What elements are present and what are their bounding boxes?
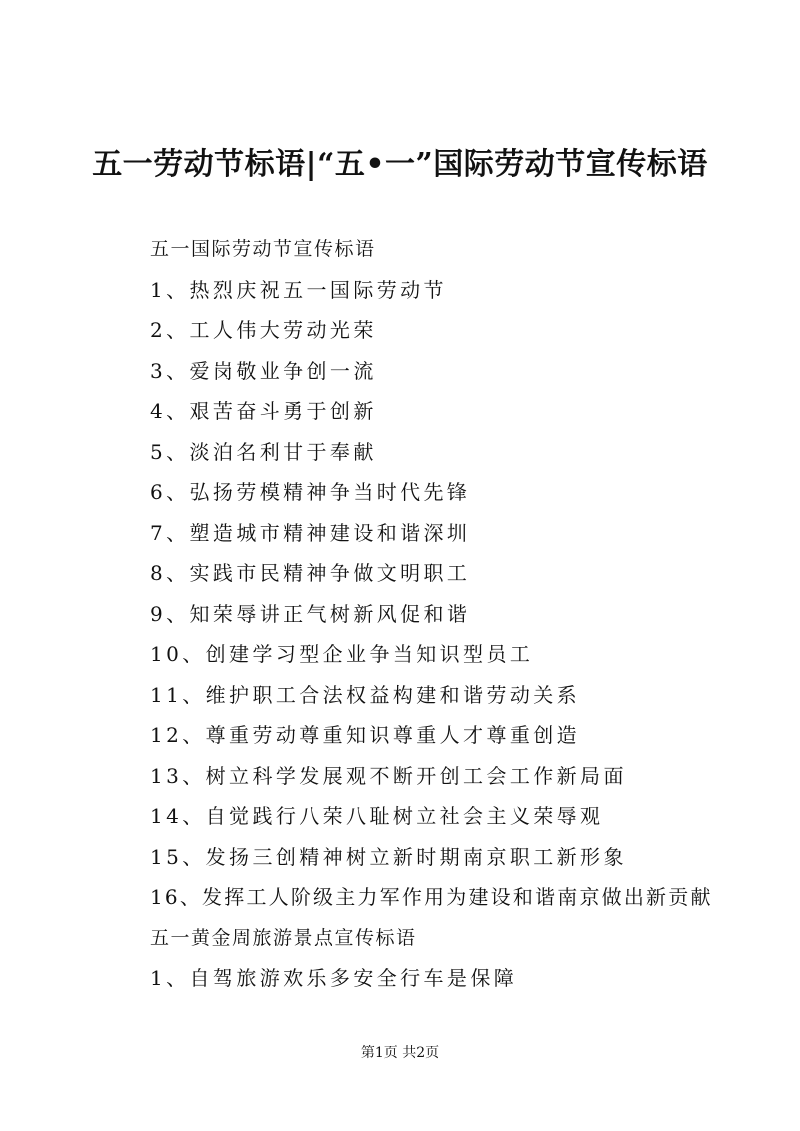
page-footer: 第1页 共2页 [360,1045,440,1061]
list-item: 15、发扬三创精神树立新时期南京职工新形象 [150,844,627,869]
page-title: 五一劳动节标语|“五•一”国际劳动节宣传标语 [92,147,708,182]
list-item: 12、尊重劳动尊重知识尊重人才尊重创造 [150,723,581,747]
slogan-list [150,229,750,999]
list-item: 6、弘扬劳模精神争当时代先锋 [150,480,471,504]
list-item: 3、爱岗敬业争创一流 [150,358,377,383]
list-item: 1、自驾旅游欢乐多安全行车是保障 [150,966,518,990]
section-heading: 五一黄金周旅游景点宣传标语 [150,926,417,949]
section-heading: 五一国际劳动节宣传标语 [150,238,376,260]
list-item: 5、淡泊名利甘于奉献 [150,439,377,464]
list-item: 14、自觉践行八荣八耻树立社会主义荣辱观 [150,804,604,828]
list-item: 1、热烈庆祝五一国际劳动节 [150,277,447,302]
list-item: 13、树立科学发展观不断开创工会工作新局面 [150,763,627,788]
list-item: 10、创建学习型企业争当知识型员工 [150,642,534,666]
list-item: 2、工人伟大劳动光荣 [150,318,377,342]
list-item: 7、塑造城市精神建设和谐深圳 [150,520,471,545]
list-item: 9、知荣辱讲正气树新风促和谐 [150,601,471,626]
list-item: 16、发挥工人阶级主力军作用为建设和谐南京做出新贡献 [150,885,713,909]
list-item: 4、艰苦奋斗勇于创新 [150,399,377,423]
list-item: 8、实践市民精神争做文明职工 [150,561,471,585]
list-item: 11、维护职工合法权益构建和谐劳动关系 [150,682,581,707]
